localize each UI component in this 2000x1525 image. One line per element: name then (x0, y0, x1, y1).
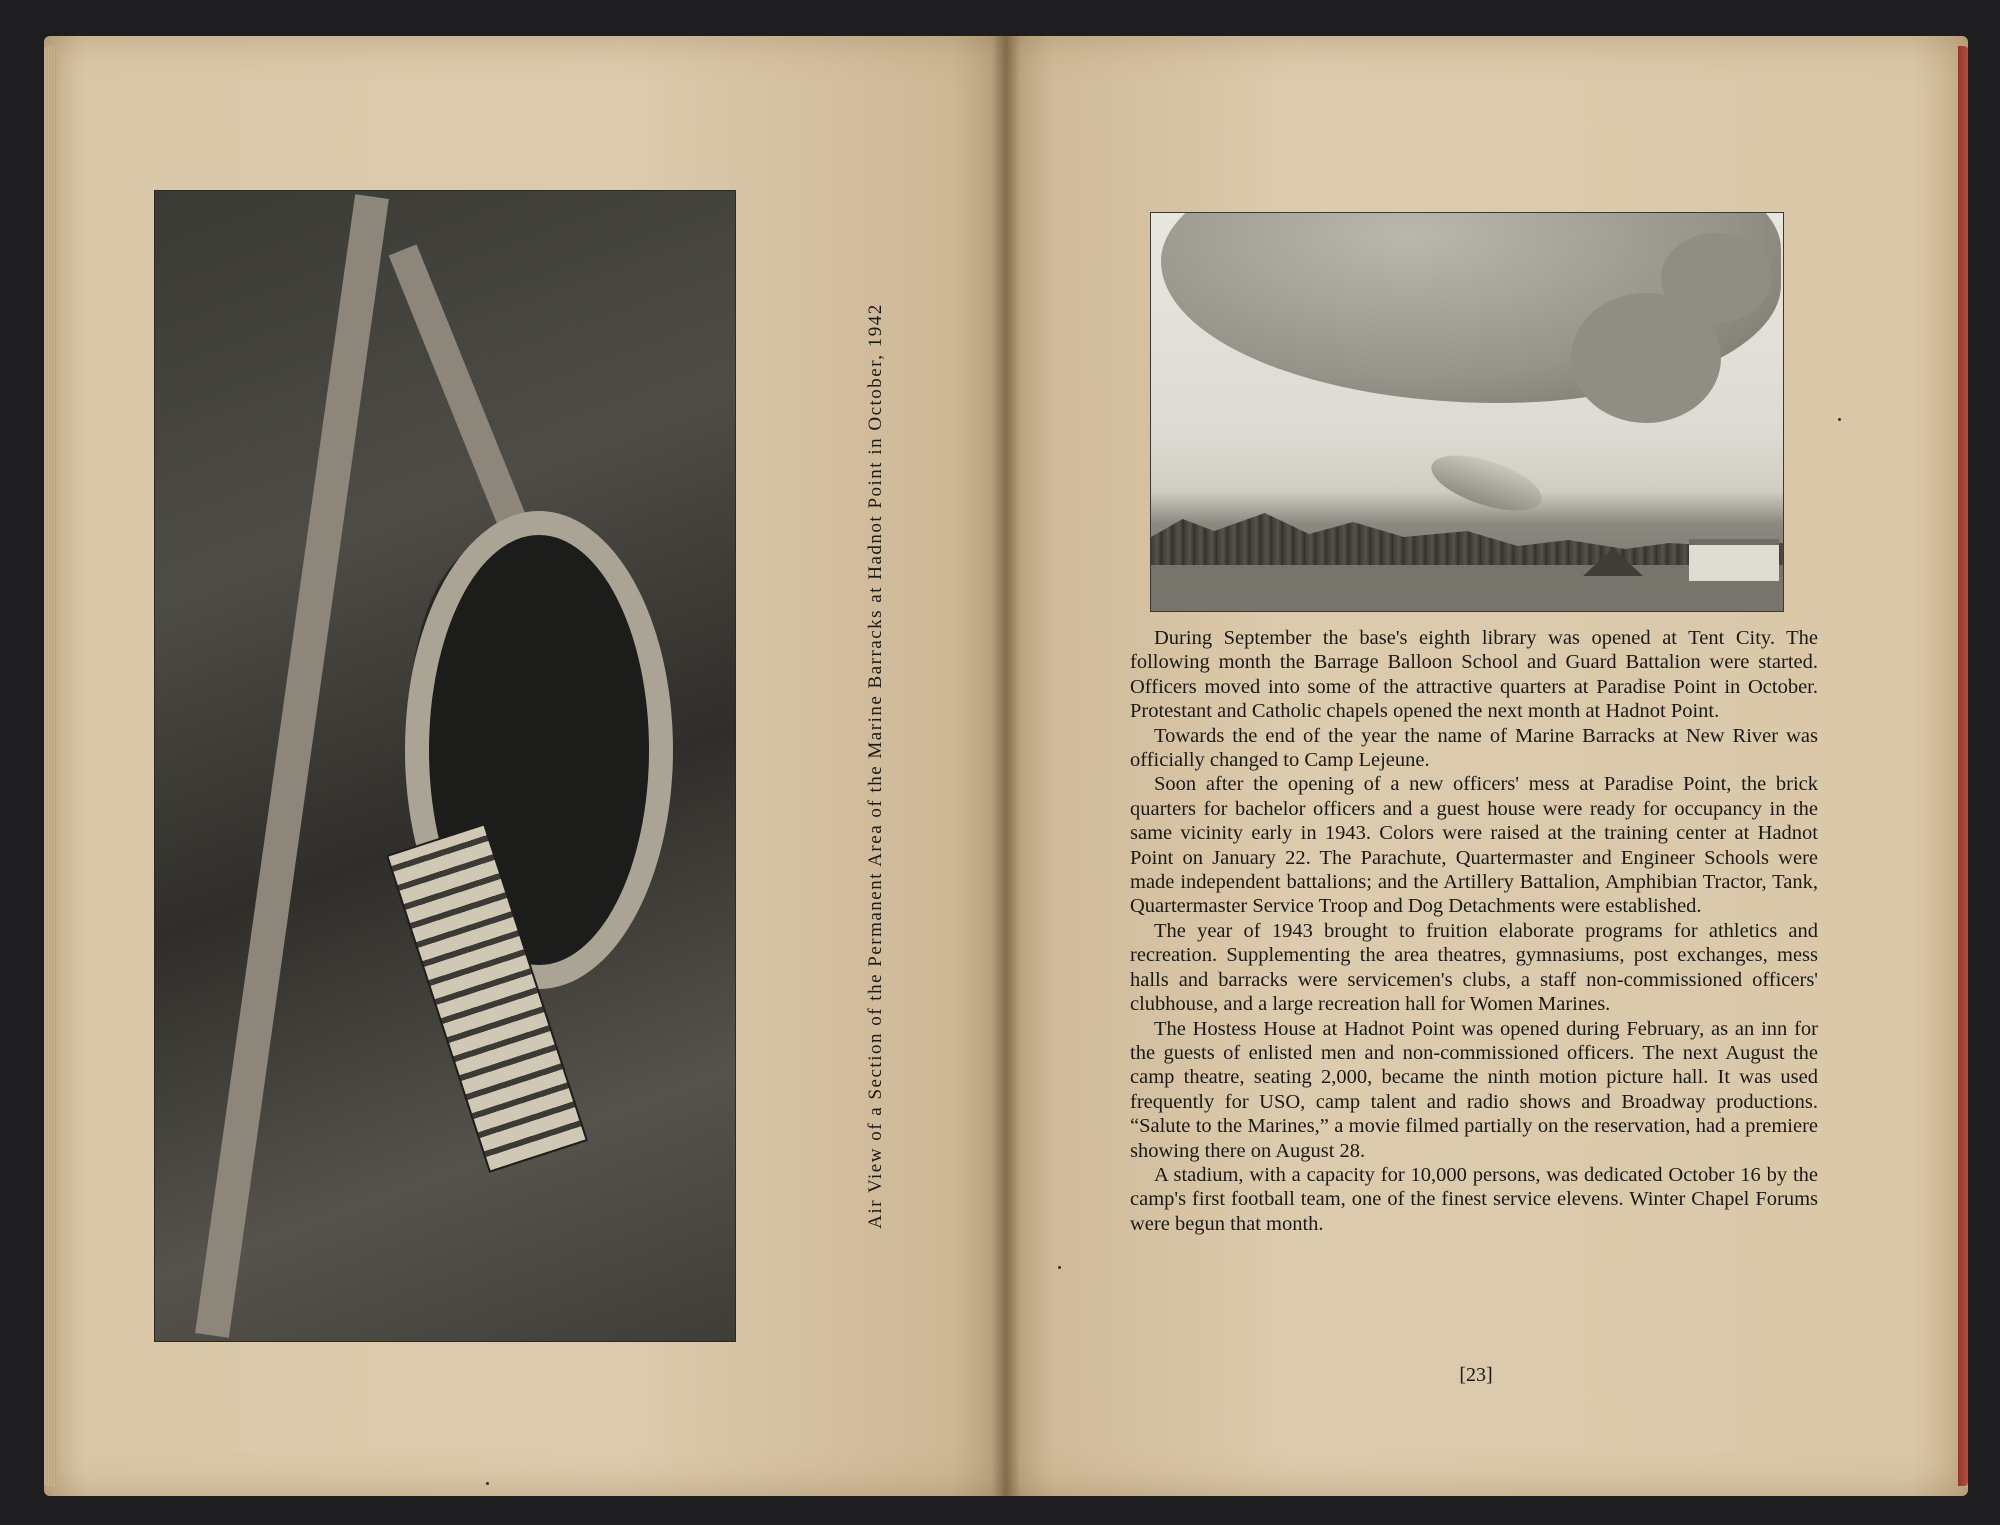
book-gutter (992, 36, 1020, 1496)
barrage-balloons-photo (1150, 212, 1784, 612)
paragraph: The Hostess House at Hadnot Point was opened during February, as an inn for the guests of enlisted men and non-commissioned officers. The next August the camp theatre, seating 2,000, became the ninth motion picture hall. It was used frequently for USO, camp talent and radio shows and Broadway productions. “Salute to the Marines,” a movie filmed partially on the reservation, had a premiere showing there on August 28. (1130, 1017, 1818, 1162)
paragraph: A stadium, with a capacity for 10,000 persons, was dedicated October 16 by the camp's first football team, one of the finest service elevens. Winter Chapel Forums were begun that month. (1130, 1163, 1818, 1235)
paper-speck (1838, 418, 1841, 421)
balloon-fin (1661, 233, 1771, 323)
paper-speck (1058, 1266, 1061, 1269)
body-text (1130, 626, 1818, 1236)
tent (1583, 548, 1643, 576)
red-cover-edge (1958, 46, 1968, 1486)
small-barrage-balloon (1425, 444, 1548, 521)
paragraph: The year of 1943 brought to fruition elaborate programs for athletics and recreation. Supplementing the area theatres, gymnasiums, post exchanges, mess halls and barracks were servicemen's clubs, a staff non-commissioned officers' clubhouse, and a large recreation hall for Women Marines. (1130, 919, 1818, 1016)
page-number: [23] (1459, 1364, 1493, 1386)
photo-caption: Air View of a Section of the Permanent Area of the Marine Barracks at Hadnot Point in October, 1942 (865, 303, 886, 1229)
aerial-view-photo (154, 190, 736, 1342)
road (195, 194, 389, 1338)
paragraph: Soon after the opening of a new officers' mess at Paradise Point, the brick quarters for bachelor officers and a guest house were ready for occupancy in the same vicinity early in 1943. Colors were raised at the training center at Hadnot Point on January 22. The Parachute, Quartermaster and Engineer Schools were made independent battalions; and the Artillery Battalion, Amphibian Tractor, Tank, Quartermaster Service Troop and Dog Detachments were established. (1130, 773, 1818, 918)
page-stack-edge (44, 46, 56, 1486)
white-building (1689, 539, 1779, 581)
paper-speck (486, 1482, 489, 1485)
paragraph: During September the base's eighth library was opened at Tent City. The following month the Barrage Balloon School and Guard Battalion were started. Officers moved into some of the attractive quarters at Paradise Point in October. Protestant and Catholic chapels opened the next month at Hadnot Point. (1130, 627, 1818, 723)
paragraph: Towards the end of the year the name of Marine Barracks at New River was officially changed to Camp Lejeune. (1130, 724, 1818, 772)
